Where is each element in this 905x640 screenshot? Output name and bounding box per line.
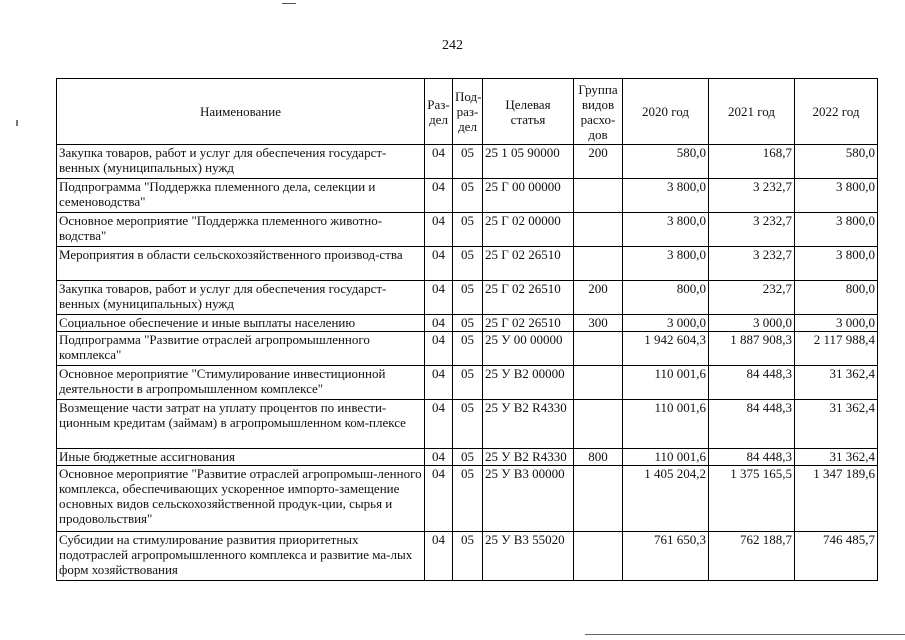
cell-name: Иные бюджетные ассигнования: [57, 449, 425, 466]
table-row: [57, 400, 878, 449]
cell-article: 25 У В3 00000: [483, 466, 574, 532]
cell-podrazdel: 05: [453, 315, 483, 332]
table-row: [57, 247, 878, 281]
cell-2022: 3 800,0: [795, 247, 878, 281]
cell-2021: 3 232,7: [709, 179, 795, 213]
cell-name: Возмещение части затрат на уплату процентов по инвести-ционным кредитам (займам) в агропромышленном ком-плексе: [57, 400, 425, 449]
cell-article: 25 Г 02 26510: [483, 281, 574, 315]
cell-razdel: 04: [425, 213, 453, 247]
header-razdel: Раз- дел: [425, 79, 453, 145]
cell-name: Закупка товаров, работ и услуг для обеспечения государст-венных (муниципальных) нужд: [57, 281, 425, 315]
cell-group: [574, 213, 623, 247]
cell-2020: 3 000,0: [623, 315, 709, 332]
cell-podrazdel: 05: [453, 281, 483, 315]
cell-razdel: 04: [425, 400, 453, 449]
cell-razdel: 04: [425, 145, 453, 179]
cell-2020: 1 942 604,3: [623, 332, 709, 366]
cell-2022: 31 362,4: [795, 400, 878, 449]
cell-name: Подпрограмма "Поддержка племенного дела, селекции и семеноводства": [57, 179, 425, 213]
cell-podrazdel: 05: [453, 145, 483, 179]
cell-2022: 31 362,4: [795, 366, 878, 400]
header-podrazdel: Под- раз- дел: [453, 79, 483, 145]
cell-2020: 3 800,0: [623, 247, 709, 281]
cell-group: [574, 532, 623, 581]
cell-article: 25 У В3 55020: [483, 532, 574, 581]
cell-name: Основное мероприятие "Развитие отраслей агропромыш-ленного комплекса, обеспечивающих ускоренное импорто-замещение основных видов сельскохозяйственной продук-ции, сырья и продовольствия": [57, 466, 425, 532]
cell-2022: 800,0: [795, 281, 878, 315]
cell-2020: 1 405 204,2: [623, 466, 709, 532]
cell-2021: 1 375 165,5: [709, 466, 795, 532]
cell-2020: 110 001,6: [623, 366, 709, 400]
cell-2021: 3 000,0: [709, 315, 795, 332]
table-row: [57, 179, 878, 213]
cell-podrazdel: 05: [453, 466, 483, 532]
cell-name: Основное мероприятие "Поддержка племенного животно-водства": [57, 213, 425, 247]
cell-2021: 3 232,7: [709, 213, 795, 247]
table-row: [57, 332, 878, 366]
cell-name: Основное мероприятие "Стимулирование инвестиционной деятельности в агропромышленном комплексе": [57, 366, 425, 400]
header-name: Наименование: [57, 79, 425, 145]
cell-2021: 168,7: [709, 145, 795, 179]
cell-razdel: 04: [425, 366, 453, 400]
table-row: [57, 315, 878, 332]
cell-2020: 110 001,6: [623, 449, 709, 466]
cell-podrazdel: 05: [453, 400, 483, 449]
header-article: Целевая статья: [483, 79, 574, 145]
cell-2021: 232,7: [709, 281, 795, 315]
cell-2022: 3 800,0: [795, 179, 878, 213]
cell-podrazdel: 05: [453, 449, 483, 466]
cell-2020: 3 800,0: [623, 179, 709, 213]
cell-article: 25 Г 02 00000: [483, 213, 574, 247]
cell-2022: 3 800,0: [795, 213, 878, 247]
cell-2022: 1 347 189,6: [795, 466, 878, 532]
cell-2022: 3 000,0: [795, 315, 878, 332]
table-row: [57, 213, 878, 247]
cell-2021: 1 887 908,3: [709, 332, 795, 366]
cell-podrazdel: 05: [453, 179, 483, 213]
cell-name: Подпрограмма "Развитие отраслей агропромышленного комплекса": [57, 332, 425, 366]
cell-razdel: 04: [425, 179, 453, 213]
cell-razdel: 04: [425, 466, 453, 532]
cell-razdel: 04: [425, 532, 453, 581]
cell-article: 25 У 00 00000: [483, 332, 574, 366]
table-row: [57, 281, 878, 315]
cell-group: [574, 332, 623, 366]
header-2022: 2022 год: [795, 79, 878, 145]
cell-group: 200: [574, 281, 623, 315]
cell-podrazdel: 05: [453, 366, 483, 400]
cell-2021: 84 448,3: [709, 366, 795, 400]
cell-group: 200: [574, 145, 623, 179]
cell-2022: 2 117 988,4: [795, 332, 878, 366]
scan-mark-left: [16, 120, 18, 126]
cell-razdel: 04: [425, 315, 453, 332]
table-body: [57, 145, 878, 581]
table-row: [57, 366, 878, 400]
header-2020: 2020 год: [623, 79, 709, 145]
table-header-row: [57, 79, 878, 145]
cell-2020: 761 650,3: [623, 532, 709, 581]
cell-2021: 3 232,7: [709, 247, 795, 281]
header-group: Группа видов расхо- дов: [574, 79, 623, 145]
cell-2021: 762 188,7: [709, 532, 795, 581]
cell-razdel: 04: [425, 332, 453, 366]
cell-group: [574, 366, 623, 400]
cell-2021: 84 448,3: [709, 449, 795, 466]
cell-podrazdel: 05: [453, 247, 483, 281]
cell-razdel: 04: [425, 449, 453, 466]
budget-table: [56, 78, 878, 581]
cell-group: 800: [574, 449, 623, 466]
cell-group: 300: [574, 315, 623, 332]
cell-2020: 3 800,0: [623, 213, 709, 247]
table-row: [57, 145, 878, 179]
cell-group: [574, 179, 623, 213]
header-2021: 2021 год: [709, 79, 795, 145]
cell-article: 25 Г 00 00000: [483, 179, 574, 213]
cell-name: Социальное обеспечение и иные выплаты населению: [57, 315, 425, 332]
cell-2020: 110 001,6: [623, 400, 709, 449]
cell-podrazdel: 05: [453, 213, 483, 247]
cell-name: Мероприятия в области сельскохозяйственного производ-ства: [57, 247, 425, 281]
table-row: [57, 466, 878, 532]
cell-razdel: 04: [425, 281, 453, 315]
cell-2022: 580,0: [795, 145, 878, 179]
cell-group: [574, 247, 623, 281]
cell-group: [574, 466, 623, 532]
cell-2022: 746 485,7: [795, 532, 878, 581]
cell-podrazdel: 05: [453, 532, 483, 581]
bottom-edge-line: [585, 634, 905, 635]
cell-article: 25 У В2 00000: [483, 366, 574, 400]
cell-article: 25 У В2 R4330: [483, 400, 574, 449]
cell-razdel: 04: [425, 247, 453, 281]
page-number: 242: [442, 38, 463, 53]
cell-podrazdel: 05: [453, 332, 483, 366]
cell-name: Субсидии на стимулирование развития приоритетных подотраслей агропромышленного комплекса и развитие ма-лых форм хозяйствования: [57, 532, 425, 581]
cell-2020: 800,0: [623, 281, 709, 315]
cell-article: 25 Г 02 26510: [483, 247, 574, 281]
cell-group: [574, 400, 623, 449]
cell-2020: 580,0: [623, 145, 709, 179]
cell-article: 25 У В2 R4330: [483, 449, 574, 466]
cell-2022: 31 362,4: [795, 449, 878, 466]
cell-2021: 84 448,3: [709, 400, 795, 449]
table-row: [57, 449, 878, 466]
cell-article: 25 Г 02 26510: [483, 315, 574, 332]
table-row: [57, 532, 878, 581]
cell-article: 25 1 05 90000: [483, 145, 574, 179]
scan-mark-top: [282, 0, 296, 4]
cell-name: Закупка товаров, работ и услуг для обеспечения государст-венных (муниципальных) нужд: [57, 145, 425, 179]
